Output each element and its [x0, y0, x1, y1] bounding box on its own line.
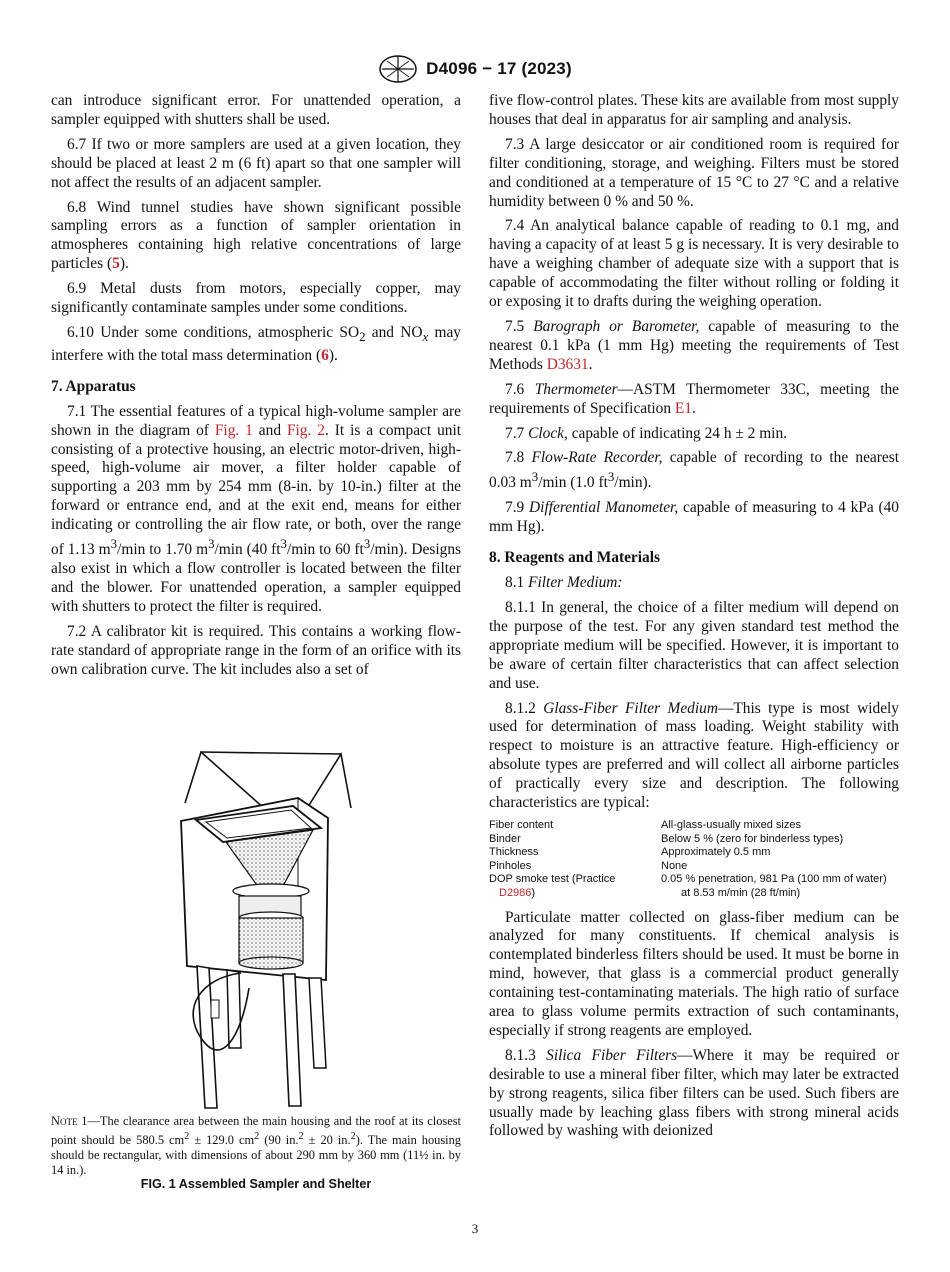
- figure-1-drawing: [51, 738, 461, 1110]
- paragraph-6-9: 6.9 Metal dusts from motors, especially copper, may significantly contaminate samples under some conditions.: [51, 280, 461, 317]
- paragraph-7-5: 7.5 Barograph or Barometer, capable of measuring to the nearest 0.1 kPa (1 mm Hg) meeting the requirements of Test Methods D3631.: [489, 317, 899, 373]
- page-header: [0, 52, 950, 86]
- table-row: Binder Below 5 % (zero for binderless types): [489, 832, 844, 845]
- figure-note: Note 1—The clearance area between the main housing and the roof at its closest point should be 580.5 $cm^2 \pm 129.0$ $cm^2$ (90 in.$^2$ ± 20 in.$^2$). The main housing should be rectangular, with dimensions of about 290 mm by 360 mm (11½ in. by 14 in.).: [51, 1114, 461, 1178]
- left-column: [51, 92, 461, 686]
- reference-link-6[interactable]: 6: [321, 346, 329, 364]
- figure-1-caption: FIG. 1 Assembled Sampler and Shelter: [140, 1177, 372, 1191]
- document-designation: D4096 − 17 (2023): [426, 59, 572, 78]
- table-row: D2986) at 8.53 m/min (28 ft/min): [499, 886, 801, 899]
- paragraph-6-7: 6.7 If two or more samplers are used at a given location, they should be placed at least 2 m (6 ft) apart so that one sampler will not affect the results of an adjacent sampler.: [51, 135, 461, 191]
- paragraph-7-4: 7.4 An analytical balance capable of reading to 0.1 mg, and having a capacity of at least 5 g is necessary. It is very desirable to have a weighing chamber of adequate size with a support that is capable of accommodating the filter without rolling or folding it or exposing it to drafts during the weighing operation.: [489, 217, 899, 311]
- page-number: 3: [471, 1221, 479, 1236]
- fig-2-link[interactable]: Fig. 2: [286, 421, 325, 439]
- table-row: Thickness Approximately 0.5 mm: [489, 846, 771, 859]
- e1-link[interactable]: E1: [674, 399, 693, 417]
- reference-link-5[interactable]: 5: [112, 255, 120, 273]
- paragraph-particulate: Particulate matter collected on glass-fiber medium can be analyzed for many constituents. If chemical analysis is contemplated binderless filters should be used. It must be borne in mind, however, that glass is a commercial product generally containing test-contaminating materials. The high ratio of surface area to glass volume permits extraction of such contaminants, especially if strong reagents are employed.: [489, 908, 899, 1039]
- paragraph-8-1-2: 8.1.2 Glass-Fiber Filter Medium—This type is most widely used for determination of mass loading. Weight stability with respect to moisture is an attractive feature. High-efficiency or absolute types are preferred and will collect all airborne particles of practically every size and description. The following characteristics are typical:: [489, 699, 900, 812]
- paragraph-6-10: 6.10 Under some conditions, atmospheric $SO_2$ and $NO_x$ may interfere with the total mass determination (6).: [51, 323, 461, 364]
- table-row: DOP smoke test (Practice 0.05 % penetration, 981 Pa (100 mm of water): [489, 873, 887, 886]
- table-row: Fiber content All-glass-usually mixed sizes: [489, 818, 801, 831]
- section-8-heading: 8. Reagents and Materials: [489, 549, 660, 567]
- paragraph-7-1: 7.1 The essential features of a typical high-volume sampler are shown in the diagram of Fig. 1 and Fig. 2. It is a compact unit consisting of a protective housing, an electric motor-driven, high-speed, high-volume air mover, a filter holder capable of supporting a 203 mm by 254 mm (8-in. by 10-in.) filter at the forward or entrance end, and at the exit end, means for either indicating or controlling the air flow rate, or both, over the range of 1.13 $m^3/\min$ to 1.70 $m^3/\min$ (40 $ft^3/\min$ to 60 $ft^3/\min$). Designs also exist in which a flow controller is located between the filter and the blower. For unattended operation, a sampler equipped with shutters to protect the filter is required.: [51, 402, 462, 615]
- paragraph-6-8: 6.8 Wind tunnel studies have shown significant possible sampling errors as a function of sampler orientation in atmospheres containing high relative concentrations of large particles (5).: [51, 198, 461, 273]
- filter-characteristics-table: [489, 819, 899, 901]
- paragraph-7-9: 7.9 Differential Manometer, capable of measuring to 4 kPa (40 mm Hg).: [489, 499, 899, 536]
- right-column: [489, 92, 899, 1147]
- paragraph-7-2-continued: five flow-control plates. These kits are available from most supply houses that deal in apparatus for air sampling and analysis.: [489, 92, 899, 128]
- paragraph-7-2: 7.2 A calibrator kit is required. This contains a working flow-rate standard of appropriate range in the form of an orifice with its own calibration curve. The kit includes also a set of: [51, 622, 461, 678]
- paragraph-7-3: 7.3 A large desiccator or air conditioned room is required for filter conditioning, storage, and weighing. Filters must be stored and conditioned at a temperature of 15 °C to 27 °C and a relative humidity between 0 % and 50 %.: [489, 135, 899, 210]
- astm-logo-icon: [378, 54, 418, 84]
- paragraph-continued: can introduce significant error. For unattended operation, a sampler equipped with shutters shall be used.: [51, 92, 461, 128]
- paragraph-8-1-1: 8.1.1 In general, the choice of a filter medium will depend on the purpose of the test. For any given standard test method the appropriate medium will be specified. However, it is important to be aware of certain filter characteristics that can affect selection and use.: [489, 598, 899, 692]
- paragraph-8-1: 8.1 Filter Medium:: [505, 574, 623, 592]
- sampler-shelter-illustration: [51, 738, 461, 1110]
- paragraph-7-8: 7.8 Flow-Rate Recorder, capable of recording to the nearest 0.03 $m^3/\min$ (1.0 $ft^3/\min$).: [489, 449, 899, 492]
- section-7-heading: 7. Apparatus: [51, 377, 136, 395]
- paragraph-7-7: 7.7 Clock, capable of indicating 24 h ± 2 min.: [505, 424, 788, 442]
- paragraph-7-6: 7.6 Thermometer—ASTM Thermometer 33C, meeting the requirements of Specification E1.: [489, 380, 899, 417]
- table-row: Pinholes None: [489, 859, 688, 872]
- paragraph-8-1-3: 8.1.3 Silica Fiber Filters—Where it may be required or desirable to use a mineral fiber filter, which may later be extracted by strong reagents, silica fiber filters can be used. Such fibers are usually made by leaching glass fibers with strong mineral acids followed by washing with deionized: [489, 1046, 899, 1140]
- d3631-link[interactable]: D3631: [546, 355, 589, 373]
- d2986-link[interactable]: D2986: [499, 886, 532, 899]
- fig-1-link[interactable]: Fig. 1: [214, 421, 253, 439]
